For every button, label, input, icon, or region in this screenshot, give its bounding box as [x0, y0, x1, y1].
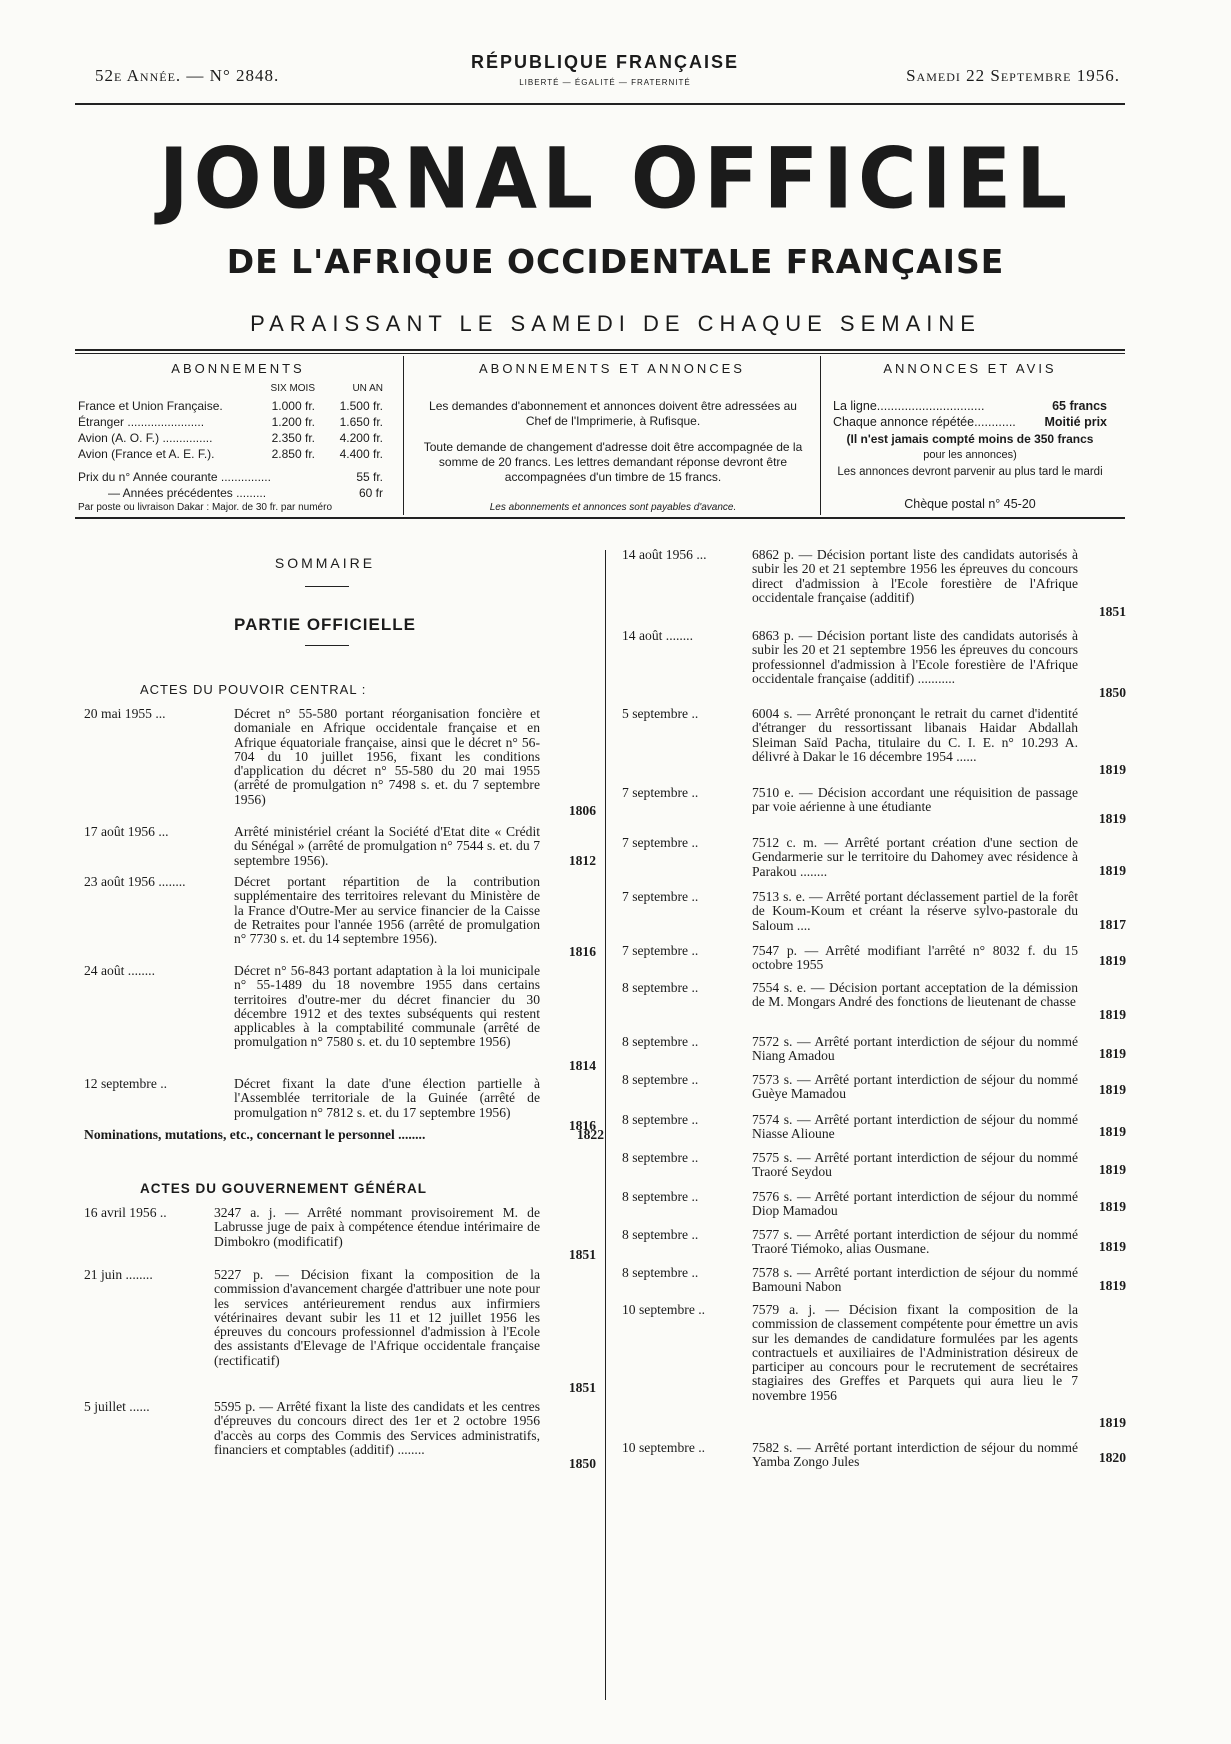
- subscription-region: Étranger .......................: [78, 415, 205, 429]
- entry-page: 1819: [1098, 1046, 1126, 1061]
- entry-date: 5 juillet ......: [84, 1399, 150, 1414]
- official-part-rule: [305, 645, 349, 646]
- entry-date: 10 septembre ..: [622, 1302, 706, 1317]
- ads-heading: ANNONCES ET AVIS: [883, 361, 1057, 376]
- one-year-header: UN AN: [352, 383, 383, 394]
- subscription-six-months: 2.850 fr.: [271, 447, 315, 461]
- entry-date: 8 septembre ..: [622, 1265, 699, 1280]
- entry-text: Décret n° 56-843 portant adaptation à la loi municipale n° 55-1489 du 18 novembre 1955 dans certains territoires d'outre-mer du décret financier du 30 décembre 1912 et des textes subséquents qui restent applicables à la comptabilité communale (arrêté de promulgation n° 7580 s. et. du 10 septembre 1956): [234, 963, 540, 1050]
- entry-page: 1819: [1098, 1162, 1126, 1177]
- entry-date: 17 août 1956 ...: [84, 824, 169, 839]
- entry-text: 6863 p. — Décision portant liste des candidats autorisés à subir les 20 et 21 septembre 1956 les épreuves du concours professionnel d'admission à l'Ecole forestière de l'Afrique occidentale française (additif) ...........: [752, 628, 1078, 686]
- subscription-region: France et Union Française.: [78, 399, 223, 413]
- entry-date: 5 septembre ..: [622, 706, 699, 721]
- entry-page: 1819: [1098, 1124, 1126, 1139]
- issue-price-current-label: Prix du n° Année courante ...............: [78, 470, 271, 484]
- six-months-header: SIX MOIS: [270, 383, 315, 394]
- republic-name: RÉPUBLIQUE FRANÇAISE: [470, 52, 739, 72]
- entry-page: 1850: [1098, 685, 1126, 700]
- entry-date: 24 août ........: [84, 963, 155, 978]
- entry-page: 1819: [1098, 1199, 1126, 1214]
- entry-page: 1819: [1098, 1415, 1126, 1430]
- entry-date: 14 août 1956 ...: [622, 547, 707, 562]
- entry-date: 8 septembre ..: [622, 1189, 699, 1204]
- entry-date: 8 septembre ..: [622, 1112, 699, 1127]
- box-divider-left: [403, 356, 404, 515]
- subscription-six-months: 2.350 fr.: [271, 431, 315, 445]
- entry-date: 7 septembre ..: [622, 835, 699, 850]
- entry-date: 7 septembre ..: [622, 785, 699, 800]
- entry-text: 7572 s. — Arrêté portant interdiction de séjour du nommé Niang Amadou: [752, 1034, 1078, 1064]
- entry-text: 7510 e. — Décision accordant une réquisition de passage par voie aérienne à une étudiante: [752, 785, 1078, 815]
- entry-text: 7547 p. — Arrêté modifiant l'arrêté n° 8032 f. du 15 octobre 1955: [752, 943, 1078, 973]
- entry-page: 1819: [1098, 1082, 1126, 1097]
- journal-subtitle: DE L'AFRIQUE OCCIDENTALE FRANÇAISE: [226, 242, 1005, 281]
- subscription-region: Avion (France et A. E. F.).: [78, 447, 215, 461]
- entry-date: 8 septembre ..: [622, 980, 699, 995]
- issue-price-previous-label: — Années précédentes .........: [108, 486, 267, 500]
- journal-title: JOURNAL OFFICIEL: [158, 129, 1073, 228]
- box-top-rule: [75, 349, 1125, 351]
- entry-date: 7 septembre ..: [622, 889, 699, 904]
- delivery-surcharge-note: Par poste ou livraison Dakar : Major. de 30 fr. par numéro: [78, 502, 333, 513]
- payment-in-advance-note: Les abonnements et annonces sont payables d'avance.: [489, 502, 737, 513]
- entry-date: 21 juin ........: [84, 1267, 153, 1282]
- address-change-notice: Toute demande de changement d'adresse doit être accompagnée de la somme de 20 francs. Les lettres demandant réponse devront être accompagnées d'un timbre de 15 francs.: [423, 440, 803, 484]
- ad-repeat-label: Chaque annonce répétée............: [833, 415, 1016, 429]
- subscription-one-year: 4.400 fr.: [339, 447, 383, 461]
- entry-page: 1819: [1098, 863, 1126, 878]
- subscription-region: Avion (A. O. F.) ...............: [78, 431, 213, 445]
- national-motto: LIBERTÉ — ÉGALITÉ — FRATERNITÉ: [519, 78, 691, 87]
- subscription-one-year: 1.500 fr.: [339, 399, 383, 413]
- masthead-rule: [75, 103, 1125, 105]
- entry-date: 8 septembre ..: [622, 1227, 699, 1242]
- box-divider-right: [820, 356, 821, 515]
- entry-text: 7574 s. — Arrêté portant interdiction de séjour du nommé Niasse Alioune: [752, 1112, 1078, 1142]
- subscription-one-year: 4.200 fr.: [339, 431, 383, 445]
- nominations-entry: Nominations, mutations, etc., concernant le personnel ........: [84, 1127, 426, 1142]
- entry-text: 7582 s. — Arrêté portant interdiction de séjour du nommé Yamba Zongo Jules: [752, 1440, 1078, 1470]
- entry-text: Décret fixant la date d'une élection partielle à l'Assemblée territoriale de la Guinée (arrêté de promulgation n° 7812 s. et. du 17 septembre 1956): [234, 1076, 540, 1120]
- box-bottom-rule: [75, 517, 1125, 519]
- entry-text: Arrêté ministériel créant la Société d'Etat dite « Crédit du Sénégal » (arrêté de promulgation n° 7544 s. et. du 7 septembre 1956).: [234, 824, 540, 868]
- entry-page: 1819: [1098, 811, 1126, 826]
- official-part-heading: PARTIE OFFICIELLE: [234, 615, 416, 634]
- issue-price-previous-value: 60 fr: [358, 486, 383, 500]
- entry-page: 1851: [1098, 604, 1126, 619]
- entry-page: 1817: [1098, 917, 1126, 932]
- summary-heading: SOMMAIRE: [274, 555, 376, 571]
- general-government-heading: ACTES DU GOUVERNEMENT GÉNÉRAL: [140, 1181, 428, 1196]
- entry-date: 8 septembre ..: [622, 1034, 699, 1049]
- subscription-six-months: 1.000 fr.: [271, 399, 315, 413]
- entry-page: 1819: [1098, 1007, 1126, 1022]
- entry-text: 7513 s. e. — Arrêté portant déclassement partiel de la forêt de Koum-Koum et créant la réserve sylvo-pastorale du Saloum ....: [752, 889, 1078, 933]
- entry-date: 8 septembre ..: [622, 1072, 699, 1087]
- publication-frequency: PARAISSANT LE SAMEDI DE CHAQUE SEMAINE: [250, 311, 981, 336]
- box-top-rule-thin: [75, 353, 1125, 354]
- entry-date: 14 août ........: [622, 628, 693, 643]
- entry-text: 5227 p. — Décision fixant la composition de la commission d'avancement chargée d'attribuer une note pour les services antérieurement rendus aux infirmiers vétérinaires devant subir les 11 et 12 juillet 1956 les épreuves du concours professionnel d'admission à l'Ecole des assistants d'Elevage de l'Afrique occidentale française (rectificatif): [214, 1267, 540, 1368]
- year-and-issue-number: 52e Année. — N° 2848.: [95, 66, 280, 85]
- entry-text: 7512 c. m. — Arrêté portant création d'une section de Gendarmerie sur le territoire du Dahomey avec résidence à Parakou ........: [752, 835, 1078, 879]
- postal-cheque-number: Chèque postal n° 45-20: [904, 497, 1036, 511]
- entry-page: 1851: [568, 1380, 596, 1395]
- entry-page: 1814: [568, 1058, 596, 1073]
- subscriptions-ads-heading: ABONNEMENTS ET ANNONCES: [479, 361, 745, 376]
- subscription-six-months: 1.200 fr.: [271, 415, 315, 429]
- ad-minimum-note: (Il n'est jamais compté moins de 350 francs: [846, 432, 1094, 446]
- entry-date: 23 août 1956 ........: [84, 874, 186, 889]
- entry-text: 7575 s. — Arrêté portant interdiction de séjour du nommé Traoré Seydou: [752, 1150, 1078, 1180]
- subscription-one-year: 1.650 fr.: [339, 415, 383, 429]
- entry-date: 8 septembre ..: [622, 1150, 699, 1165]
- entry-text: 5595 p. — Arrêté fixant la liste des candidats et les centres d'épreuves du concours direct des 1er et 2 octobre 1956 d'accès au corps des Commis des Services administratifs, financiers et comptables (additif) ........: [214, 1399, 540, 1457]
- entry-page: 1820: [1098, 1450, 1126, 1465]
- entry-page: 1812: [568, 853, 596, 868]
- entry-text: 3247 a. j. — Arrêté nommant provisoirement M. de Labrusse juge de paix à compétence étendue intérimaire de Dimbokro (modificatif): [214, 1205, 540, 1249]
- entry-date: 20 mai 1955 ...: [84, 706, 166, 721]
- entry-text: 7579 a. j. — Décision fixant la composition de la commission de classement compétente pour émettre un avis sur les demandes de candidature formulées par les agents contractuels et auxiliaires de l'Administration désireux de participer au concours pour le recrutement de secrétaires stagiaires des Greffes et Parquets qui aura lieu le 7 novembre 1956: [752, 1302, 1078, 1403]
- entry-page: 1819: [1098, 1239, 1126, 1254]
- entry-page: 1819: [1098, 953, 1126, 968]
- entry-text: 6004 s. — Arrêté prononçant le retrait du carnet d'identité d'étranger du ressortissant libanais Haidar Abdallah Sleiman Saïd Pacha, titulaire du C. I. E. n° 10.293 A. délivré à Dakar le 16 décembre 1954 ......: [752, 706, 1078, 764]
- entry-page: 1806: [568, 803, 596, 818]
- ad-minimum-note-end: pour les annonces): [923, 449, 1017, 461]
- entry-text: 7578 s. — Arrêté portant interdiction de séjour du nommé Bamouni Nabon: [752, 1265, 1078, 1295]
- column-divider: [605, 550, 606, 1700]
- nominations-page: 1822: [576, 1127, 604, 1142]
- entry-text: Décret n° 55-580 portant réorganisation foncière et domaniale en Afrique occidentale française et en Afrique équatoriale française, ainsi que le décret n° 56-704 du 10 juillet 1956, fixant les conditions d'application du décret n° 55-580 du 20 mai 1955 (arrêté de promulgation n° 7498 s. et. du 7 septembre 1956): [234, 706, 540, 807]
- entry-text: 6862 p. — Décision portant liste des candidats autorisés à subir les 20 et 21 septembre 1956 les épreuves du concours direct d'admission à l'Ecole forestière de l'Afrique occidentale française (additif): [752, 547, 1078, 605]
- ad-line-label: La ligne...............................: [833, 399, 985, 413]
- subscriptions-ads-address: Les demandes d'abonnement et annonces doivent être adressées au Chef de l'Imprimerie, à Rufisque.: [429, 399, 797, 428]
- summary-rule: [305, 586, 349, 587]
- entry-text: 7577 s. — Arrêté portant interdiction de séjour du nommé Traoré Tiémoko, alias Ousmane.: [752, 1227, 1078, 1257]
- entry-page: 1851: [568, 1247, 596, 1262]
- entry-page: 1816: [568, 944, 596, 959]
- entry-page: 1819: [1098, 762, 1126, 777]
- entry-date: 16 avril 1956 ..: [84, 1205, 167, 1220]
- entry-text: 7554 s. e. — Décision portant acceptation de la démission de M. Mongars André des fonctions de lieutenant de chasse: [752, 980, 1078, 1010]
- entry-page: 1819: [1098, 1278, 1126, 1293]
- issue-date: Samedi 22 Septembre 1956.: [906, 66, 1120, 85]
- entry-page: 1850: [568, 1456, 596, 1471]
- entry-text: Décret portant répartition de la contribution supplémentaire des territoires relevant du Ministère de la France d'Outre-Mer au service financier de la Caisse de Retraites pour l'année 1956 (arrêté de promulgation n° 7730 s. et. du 14 septembre 1956).: [234, 874, 540, 947]
- central-power-heading: ACTES DU POUVOIR CENTRAL :: [140, 682, 367, 697]
- entry-date: 7 septembre ..: [622, 943, 699, 958]
- entry-page: 1816: [568, 1118, 596, 1133]
- entry-text: 7573 s. — Arrêté portant interdiction de séjour du nommé Guèye Mamadou: [752, 1072, 1078, 1102]
- entry-date: 10 septembre ..: [622, 1440, 706, 1455]
- subscriptions-heading: ABONNEMENTS: [171, 361, 305, 376]
- entry-text: 7576 s. — Arrêté portant interdiction de séjour du nommé Diop Mamadou: [752, 1189, 1078, 1219]
- ad-line-value: 65 francs: [1052, 399, 1107, 413]
- ad-deadline: Les annonces devront parvenir au plus tard le mardi: [837, 466, 1103, 478]
- masthead-top-line: [85, 52, 1125, 104]
- entry-date: 12 septembre ..: [84, 1076, 168, 1091]
- issue-price-current-value: 55 fr.: [356, 470, 383, 484]
- ad-repeat-value: Moitié prix: [1044, 415, 1107, 429]
